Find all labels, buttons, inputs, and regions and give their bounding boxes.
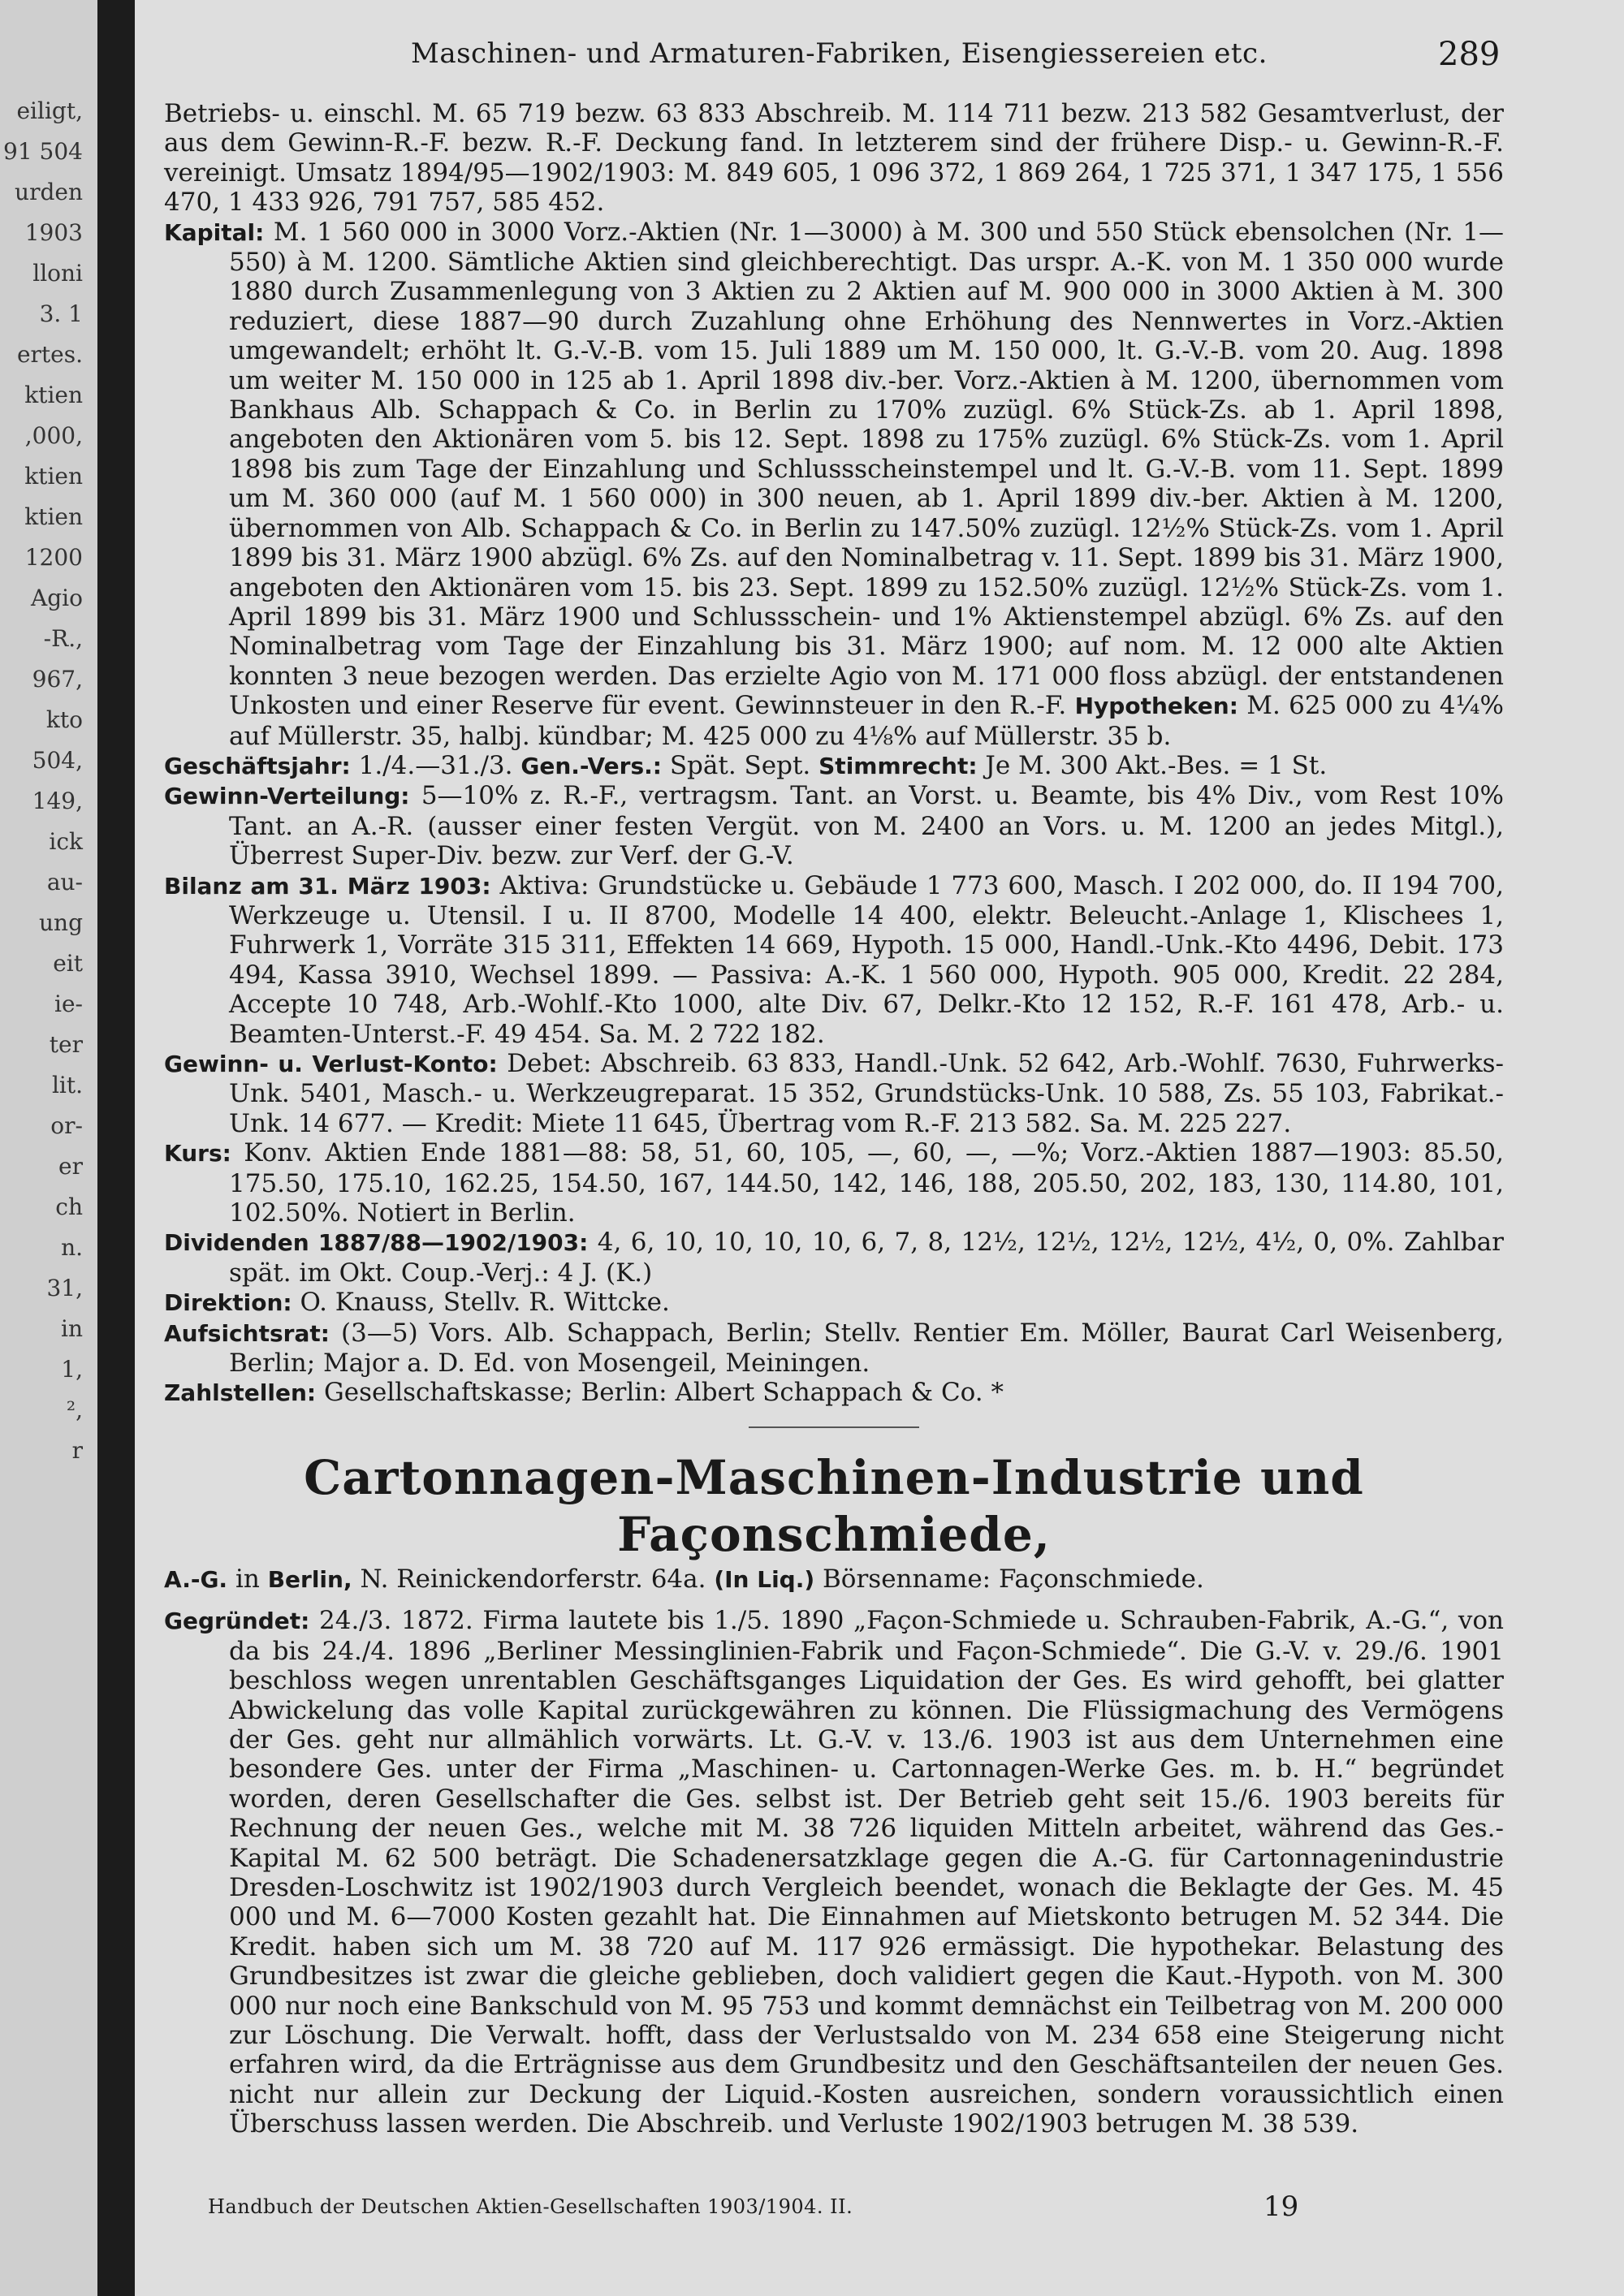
kapital-entry xyxy=(164,218,1504,751)
stimmrecht-label: Stimmrecht: xyxy=(818,752,978,779)
guv-entry xyxy=(164,1049,1504,1138)
margin-fragment: lloni xyxy=(32,260,83,287)
margin-fragment: ertes. xyxy=(16,341,83,368)
margin-fragment: ktien xyxy=(24,463,83,490)
margin-fragment: ², xyxy=(66,1396,83,1423)
page-content xyxy=(164,99,1504,2139)
book-gutter xyxy=(97,0,135,2296)
margin-fragment: au- xyxy=(46,869,83,896)
margin-fragment: 967, xyxy=(32,666,83,693)
margin-fragment: ick xyxy=(49,828,83,855)
kurs-label: Kurs: xyxy=(164,1140,231,1167)
margin-fragment: in xyxy=(61,1315,83,1342)
margin-fragment: kto xyxy=(45,706,83,733)
kapital-text: M. 1 560 000 in 3000 Vorz.-Aktien (Nr. 1—3000) à M. 300 und 550 Stück ebensolchen (Nr. 1—550) à M. 1200. Sämtliche Aktien sind gleichberechtigt. Das urspr. A.-K. von M. 1 350 000 wurde 1880 durch Zusammenlegung von 3 Aktien zu 2 Aktien auf M. 900 000 in 3000 Aktien à M. 300 reduziert, diese 1887—90 durch Zuzahlung ohne Erhöhung des Nennwertes in Vorz.-Aktien umgewandelt; erhöht lt. G.-V.-B. vom 15. Juli 1889 um M. 150 000, lt. G.-V.-B. vom 20. Aug. 1898 um weiter M. 150 000 in 125 ab 1. April 1898 div.-ber. Vorz.-Aktien à M. 1200, übernommen vom Bankhaus Alb. Schappach & Co. in Berlin zu 170% zuzügl. 6% Stück-Zs. ab 1. April 1898, angeboten den Aktionären vom 5. bis 12. Sept. 1898 zu 175% zuzügl. 6% Stück-Zs. vom 1. April 1898 bis zum Tage der Einzahlung und Schlussscheinstempel und lt. G.-V.-B. vom 11. Sept. 1899 um M. 360 000 (auf M. 1 560 000) in 300 neuen, ab 1. April 1899 div.-ber. Aktien à M. 1200, übernommen von Alb. Schappach & Co. in Berlin zu 147.50% zuzügl. 12½% Stück-Zs. vom 1. April 1899 bis 31. März 1900 abzügl. 6% Zs. auf den Nominalbetrag v. 11. Sept. 1899 bis 31. März 1900, angeboten den Aktionären vom 15. bis 23. Sept. 1899 zu 152.50% zuzügl. 12½% Stück-Zs. vom 1. April 1899 bis 31. März 1900 und Schlussschein- und 1% Aktienstempel abzügl. 6% Zs. auf den Nominalbetrag vom Tage der Einzahlung bis 31. März 1900; auf nom. M. 12 000 alte Aktien konnten 3 neue bezogen werden. Das erzielte Agio von M. 171 000 floss abzügl. der entstandenen Unkosten und einer Reserve für event. Gewinnsteuer in den R.-F. xyxy=(229,217,1504,721)
section-divider xyxy=(749,1426,919,1428)
company-form: A.-G. xyxy=(164,1565,228,1593)
company-subheading xyxy=(164,1564,1504,1595)
margin-fragment: 91 504 xyxy=(3,138,83,165)
gewinn-verteilung-label: Gewinn-Verteilung: xyxy=(164,783,410,810)
gewinn-verteilung-entry xyxy=(164,781,1504,870)
kurs-entry xyxy=(164,1138,1504,1228)
margin-fragment: 149, xyxy=(32,788,83,814)
genvers-text: Spät. Sept. xyxy=(669,750,811,780)
margin-fragment: ter xyxy=(49,1031,83,1058)
direktion-entry xyxy=(164,1288,1504,1318)
margin-fragment: 1, xyxy=(61,1356,83,1383)
gegruendet-text: 24./3. 1872. Firma lautete bis 1./5. 1890 „Façon-Schmiede u. Schrauben-Fabrik, A.-G.“, von da bis 24./4. 1896 „Berliner Messinglinien-Fabrik und Façon-Schmiede“. Die G.-V. v. 29./6. 1901 beschloss wegen unrentablen Geschäftsganges Liquidation der Ges. Es wird gehofft, bei glatter Abwickelung das volle Kapital zurückgewähren zu können. Die Flüssigmachung des Vermögens der Ges. geht nur allmählich vorwärts. Lt. G.-V. v. 13./6. 1903 ist aus dem Unternehmen eine besondere Ges. unter der Firma „Maschinen- u. Cartonnagen-Werke Ges. m. b. H.“ begründet worden, deren Gesellschafter die Ges. selbst ist. Der Betrieb geht seit 15./6. 1903 bereits für Rechnung der neuen Ges., welche mit M. 38 726 liquiden Mitteln arbeitet, während das Ges.-Kapital M. 62 500 beträgt. Die Schadenersatzklage gegen die A.-G. für Cartonnagenindustrie Dresden-Loschwitz ist 1902/1903 durch Vergleich beendet, wonach die Beklagte der Ges. M. 45 000 und M. 6—7000 Kosten gezahlt hat. Die Einnahmen auf Mietskonto betrugen M. 52 344. Die Kredit. haben sich um M. 38 720 auf M. 117 926 ermässigt. Die hypothekar. Belastung des Grundbesitzes ist zwar die gleiche geblieben, doch validiert gegen die Kaut.-Hypoth. von M. 300 000 nur noch eine Bankschuld von M. 95 753 und kommt demnächst ein Teilbetrag von M. 200 000 zur Löschung. Die Verwalt. hofft, dass der Verlustsaldo von M. 234 658 eine Steigerung nicht erfahren wird, da die Erträgnisse aus dem Grundbesitz und den Geschäftsanteilen der neuen Ges. nicht nur allein zur Deckung der Liquid.-Kosten ausreichen, sondern voraussichtlich einen Überschuss lassen werden. Die Abschreib. und Verluste 1902/1903 betrugen M. 38 539. xyxy=(229,1606,1504,2139)
margin-fragment: eit xyxy=(53,950,83,977)
dividenden-text: 4, 6, 10, 10, 10, 10, 6, 7, 8, 12½, 12½, 12½, 12½, 4½, 0, 0%. Zahlbar spät. im Okt. Coup.-Verj.: 4 J. (K.) xyxy=(229,1228,1504,1288)
margin-fragment: r xyxy=(71,1437,83,1464)
genvers-label: Gen.-Vers.: xyxy=(520,752,662,779)
margin-fragment: 1903 xyxy=(24,219,83,246)
bilanz-label: Bilanz am 31. März 1903: xyxy=(164,872,491,900)
page-footer xyxy=(208,2190,1507,2223)
aufsichtsrat-entry xyxy=(164,1318,1504,1379)
previous-page-fragment xyxy=(0,0,97,2296)
company-status: (In Liq.) xyxy=(714,1565,815,1593)
margin-fragment: 1200 xyxy=(24,544,83,571)
margin-fragment: n. xyxy=(61,1234,83,1261)
zahlstellen-label: Zahlstellen: xyxy=(164,1379,317,1407)
dividenden-label: Dividenden 1887/88—1902/1903: xyxy=(164,1229,589,1257)
margin-fragment: 3. 1 xyxy=(39,300,83,327)
section-intro: Betriebs- u. einschl. M. 65 719 bezw. 63 833 Abschreib. M. 114 711 bezw. 213 582 Gesamtverlust, der aus dem Gewinn-R.-F. bezw. R.-F. Deckung fand. In letzterem sind der frühere Disp.- u. Gewinn-R.-F. vereinigt. Umsatz 1894/95—1902/1903: M. 849 605, 1 096 372, 1 869 264, 1 725 371, 1 347 175, 1 556 470, 1 433 926, 791 757, 585 452. xyxy=(164,99,1504,218)
margin-fragment: or- xyxy=(50,1112,83,1139)
guv-text: Debet: Abschreib. 63 833, Handl.-Unk. 52 642, Arb.-Wohlf. 7630, Fuhrwerks-Unk. 5401, Masch.- u. Werkzeugreparat. 15 352, Grundstücks-Unk. 10 588, Zs. 55 103, Fabrikat.-Unk. 14 677. — Kredit: Miete 11 645, Übertrag vom R.-F. 213 582. Sa. M. 225 227. xyxy=(229,1049,1505,1138)
direktion-label: Direktion: xyxy=(164,1289,292,1317)
hypotheken-text: M. 625 000 zu 4¼% auf Müllerstr. 35, halbj. kündbar; M. 425 000 zu 4⅛% auf Müllerstr. 35 b. xyxy=(229,691,1505,751)
margin-fragment: lit. xyxy=(51,1072,83,1098)
bilanz-entry xyxy=(164,871,1504,1049)
direktion-text: O. Knauss, Stellv. R. Wittcke. xyxy=(300,1288,670,1318)
margin-fragment: ktien xyxy=(24,382,83,408)
margin-fragment: 504, xyxy=(32,747,83,774)
margin-fragment: -R., xyxy=(43,625,83,652)
hypotheken-label: Hypotheken: xyxy=(1074,693,1238,720)
company-boersenname: Börsenname: Façonschmiede. xyxy=(823,1564,1204,1594)
geschaeftsjahr-label: Geschäftsjahr: xyxy=(164,752,351,779)
sheet-number: 19 xyxy=(1263,2190,1299,2223)
gegruendet-entry xyxy=(164,1606,1504,2138)
zahlstellen-entry xyxy=(164,1378,1504,1408)
aufsichtsrat-text: (3—5) Vors. Alb. Schappach, Berlin; Stellv. Rentier Em. Möller, Baurat Carl Weisenberg, Berlin; Major a. D. Ed. von Mosengeil, Meiningen. xyxy=(229,1318,1505,1379)
zahlstellen-text: Gesellschaftskasse; Berlin: Albert Schappach & Co. * xyxy=(323,1378,1004,1408)
kapital-label: Kapital: xyxy=(164,218,265,246)
margin-fragment: urden xyxy=(15,179,83,205)
book-page xyxy=(135,0,1624,2296)
running-title: Maschinen- und Armaturen-Fabriken, Eisengiessereien etc. xyxy=(411,37,1268,70)
footer-text: Handbuch der Deutschen Aktien-Gesellschaften 1903/1904. II. xyxy=(208,2195,853,2218)
guv-label: Gewinn- u. Verlust-Konto: xyxy=(164,1051,498,1077)
company-in: in xyxy=(235,1564,260,1594)
aufsichtsrat-label: Aufsichtsrat: xyxy=(164,1319,330,1347)
margin-fragment: Agio xyxy=(31,585,83,611)
margin-fragment: ie- xyxy=(54,990,83,1017)
stimmrecht-text: Je M. 300 Akt.-Bes. = 1 St. xyxy=(985,750,1328,780)
margin-fragment: ch xyxy=(55,1193,83,1220)
margin-fragment: 31, xyxy=(46,1275,83,1301)
company-address: N. Reinickendorferstr. 64a. xyxy=(360,1564,706,1594)
page-number: 289 xyxy=(1438,36,1501,73)
margin-fragment: ung xyxy=(39,909,83,936)
margin-fragment: ktien xyxy=(24,503,83,530)
page-header xyxy=(135,32,1624,81)
geschaeftsjahr-entry xyxy=(164,751,1504,781)
margin-fragment: eiligt, xyxy=(16,97,83,124)
dividenden-entry xyxy=(164,1228,1504,1288)
margin-fragment: er xyxy=(58,1153,83,1180)
margin-fragment: ,000, xyxy=(24,422,83,449)
geschaeftsjahr-text: 1./4.—31./3. xyxy=(358,750,513,780)
company-heading: Cartonnagen-Maschinen-Industrie und Façonschmiede, xyxy=(304,1449,1364,1562)
bilanz-text: Aktiva: Grundstücke u. Gebäude 1 773 600, Masch. I 202 000, do. II 194 700, Werkzeuge u. Utensil. I u. II 8700, Modelle 14 400, elektr. Beleucht.-Anlage 1, Klischees 1, Fuhrwerk 1, Vorräte 315 311, Effekten 14 669, Hypoth. 15 000, Handl.-Unk.-Kto 4496, Debit. 173 494, Kassa 3910, Wechsel 1899. — Passiva: A.-K. 1 560 000, Hypoth. 905 000, Kredit. 22 284, Accepte 10 748, Arb.-Wohlf.-Kto 1000, alte Div. 67, Delkr.-Kto 12 152, R.-F. 161 478, Arb.- u. Beamten-Unterst.-F. 49 454. Sa. M. 2 722 182. xyxy=(229,870,1505,1049)
company-city: Berlin, xyxy=(267,1565,352,1593)
gewinn-verteilung-text: 5—10% z. R.-F., vertragsm. Tant. an Vorst. u. Beamte, bis 4% Div., vom Rest 10% Tant. an A.-R. (ausser einer festen Vergüt. von M. 2400 an Vors. u. M. 1200 an jedes Mitgl.), Überrest Super-Div. bezw. zur Verf. der G.-V. xyxy=(229,781,1505,871)
gegruendet-label: Gegründet: xyxy=(164,1608,310,1635)
kurs-text: Konv. Aktien Ende 1881—88: 58, 51, 60, 105, —, 60, —, —%; Vorz.-Aktien 1887—1903: 85.50, 175.50, 175.10, 162.25, 154.50, 167, 144.50, 142, 146, 188, 205.50, 202, 183, 130, 114.80, 101, 102.50%. Notiert in Berlin. xyxy=(229,1138,1504,1228)
